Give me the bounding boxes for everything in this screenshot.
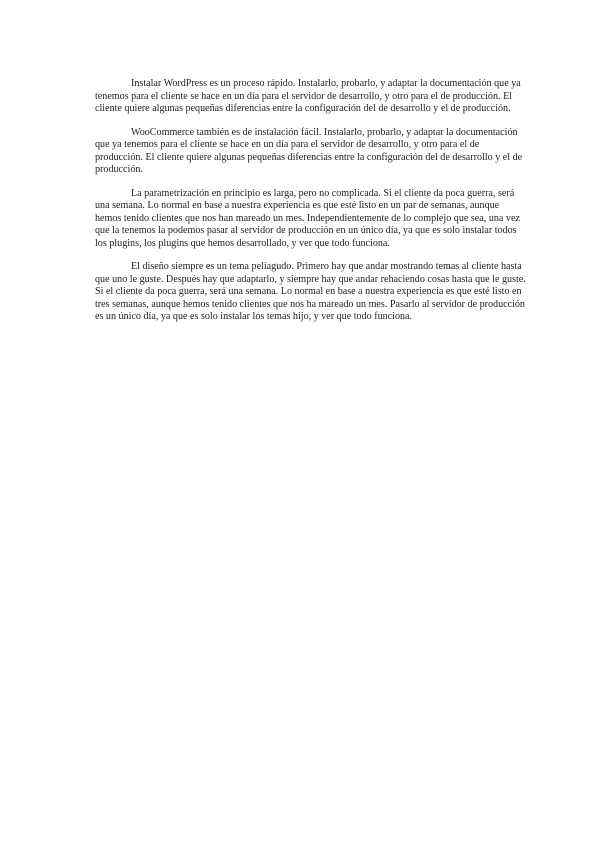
paragraph-wordpress: Instalar WordPress es un proceso rápido. Instalarlo, probarlo, y adaptar la documentación que ya tenemos para el cliente se hace en un día para el servidor de desarrollo, y otro para el de producción. El cliente quiere algunas pequeñas diferencias entre la configuración del de desarrollo y el de producción. bbox=[95, 78, 521, 114]
paragraph-parametrizacion: La parametrización en principio es larga, pero no complicada. Si el cliente da poca guerra, será una semana. Lo normal en base a nuestra experiencia es que esté listo en un par de semanas, aunque hemos tenido clientes que nos han mareado un mes. Independientemente de lo complejo que sea, una vez que la tenemos la podemos pasar al servidor de producción en un único día, ya que es solo instalar todos los plugins, los plugins que hemos desarrollado, y ver que todo funciona. bbox=[95, 187, 520, 249]
paragraph-diseno: El diseño siempre es un tema peliagudo. Primero hay que andar mostrando temas al cliente hasta que uno le guste. Después hay que adaptarlo, y siempre hay que andar rehaciendo cosas hasta que le guste. Si el cliente da poca guerra, será una semana. Lo normal en base a nuestra experiencia es que esté listo en tres semanas, aunque hemos tenido clientes que nos ha mareado un mes. Pasarlo al servidor de producción es un único día, ya que es solo instalar los temas hijo, y ver que todo funciona. bbox=[95, 261, 526, 322]
paragraph-woocommerce: WooCommerce también es de instalación fácil. Instalarlo, probarlo, y adaptar la documentación que ya tenemos para el cliente se hace en un día para el servidor de desarrollo, y otro para el de producción. El cliente quiere algunas pequeñas diferencias entre la configuración del de desarrollo y el de producción. bbox=[95, 126, 523, 175]
document-body bbox=[95, 78, 528, 335]
